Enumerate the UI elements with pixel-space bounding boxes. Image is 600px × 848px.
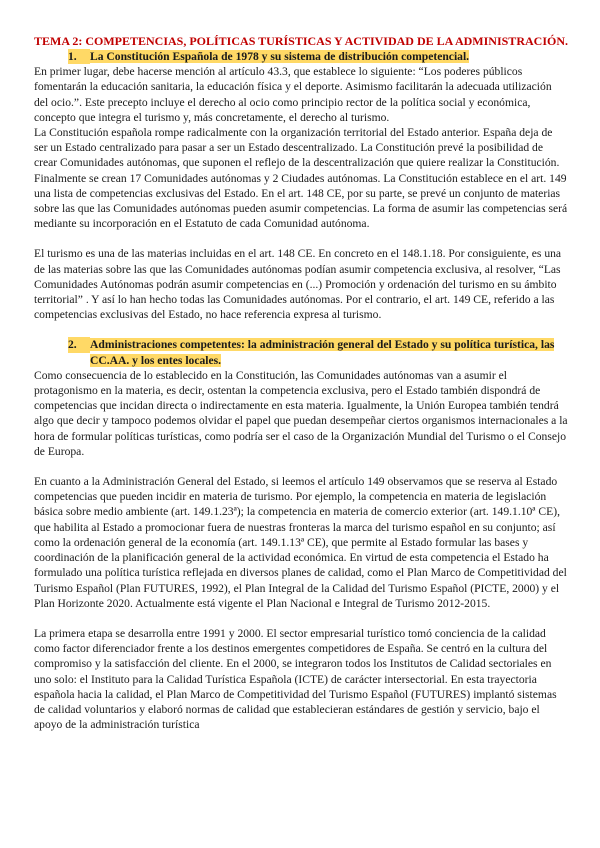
section-2-heading xyxy=(68,337,568,367)
section-1-paragraph-2: La Constitución española rompe radicalmente con la organización territorial del Estado anterior. España deja de ser un Estado centralizado para pasar a ser un Estado descentralizado. La Constitución prevé la posibilidad de crear Comunidades autónomas, que suponen el reflejo de la descentralización que quiere realizar la Constitución. Finalmente se crean 17 Comunidades autónomas y 2 Ciudades autónomas. La Constitución establece en el art. 149 una lista de competencias exclusivas del Estado. En el art. 148 CE, por su parte, se prevé un conjunto de materias sobre las que las Comunidades autónomas pueden asumir competencias. La forma de asumir las competencias será mediante su incorporación en el Estatuto de cada Comunidad autónoma. xyxy=(34,126,568,231)
section-1-heading xyxy=(68,49,568,64)
document-title: TEMA 2: COMPETENCIAS, POLÍTICAS TURÍSTICAS Y ACTIVIDAD DE LA ADMINISTRACIÓN. xyxy=(34,34,568,48)
section-1-paragraph-3: El turismo es una de las materias incluidas en el art. 148 CE. En concreto en el 148.1.18. Por consiguiente, es una de las materias sobre las que las Comunidades autónomas podían asumir competencia exclusiva, al resolver, “Las Comunidades Autónomas podrán asumir competencias en (...) Promoción y ordenación del turismo en su ámbito territorial” . Y así lo han hecho todas las Comunidades autónomas. Por el contrario, el art. 149 CE, referido a las competencias exclusivas del Estado, no hace referencia expresa al turismo. xyxy=(34,247,562,322)
section-1-heading-text: La Constitución Española de 1978 y su sistema de distribución competencial. xyxy=(90,50,470,63)
paragraph-spacer xyxy=(34,611,568,626)
section-2-paragraph-2: En cuanto a la Administración General del Estado, si leemos el artículo 149 observamos que se reserva al Estado competencias que pueden incidir en materia de turismo. Por ejemplo, la competencia en materia de legislación básica sobre medio ambiente (art. 149.1.23ª); la competencia en materia de comercio exterior (art. 149.1.10ª CE), que habilita al Estado a promocionar fuera de nuestras fronteras la marca del turismo español en su conjunto; así como la ordenación general de la economía (art. 149.1.13ª CE), que permite al Estado formular las bases y coordinación de la planificación general de la actividad económica. En virtud de esta competencia el Estado ha formulado una política turística reflejada en diversos planes de calidad, como el Plan Marco de Competitividad del Turismo Español (Plan FUTURES, 1992), el Plan Integral de la Calidad del Turismo Español (PICTE, 2000) y el Plan Horizonte 2020. Actualmente está vigente el Plan Nacional e Integral de Turismo 2012-2015. xyxy=(34,475,567,610)
section-2-heading-text: Administraciones competentes: la administración general del Estado y su política turística, las CC.AA. y los entes locales. xyxy=(90,338,555,367)
paragraph-spacer xyxy=(34,459,568,474)
document-page xyxy=(34,34,568,732)
section-2-paragraph-1: Como consecuencia de lo establecido en la Constitución, las Comunidades autónomas van a asumir el protagonismo en la materia, es decir, ostentan la competencia exclusiva, pero el Estado también dispondrá de competencias que incidan directa o indirectamente en esta materia. Igualmente, la Unión Europea también tendrá algo que decir y tampoco podemos olvidar el papel que puedan desempeñar ciertos organismos internacionales a la hora de formular políticas turísticas, como podría ser el caso de la Organización Mundial del Turismo o el Consejo de Europa. xyxy=(34,368,568,458)
paragraph-spacer xyxy=(34,231,568,246)
section-2-heading-wrap xyxy=(34,337,568,367)
section-1-number: 1. xyxy=(68,49,90,64)
section-1-heading-wrap xyxy=(34,49,568,64)
paragraph-spacer xyxy=(34,322,568,337)
section-2-paragraph-3: La primera etapa se desarrolla entre 1991 y 2000. El sector empresarial turístico tomó conciencia de la calidad como factor diferenciador frente a los destinos emergentes competidores de España. Se centró en la cultura del compromiso y la satisfacción del cliente. En el 2000, se integraron todos los Institutos de Calidad sectoriales en uno solo: el Instituto para la Calidad Turística Española (ICTE) de carácter intersectorial. En esta trayectoria española hacia la calidad, el Plan Marco de Competitividad del Turismo Español (FUTURES) implantó sistemas de calidad voluntarios y elaboró normas de calidad que establecieran estándares de gestión y servicio, bajo el apoyo de la administración turística xyxy=(34,626,557,732)
section-1-paragraph-1: En primer lugar, debe hacerse mención al artículo 43.3, que establece lo siguiente: “Los poderes públicos fomentarán la educación sanitaria, la educación física y el deporte. Asimismo facilitarán la adecuada utilización del ocio.”. Este precepto incluye el derecho al ocio como principio rector de la política social y económica, concepto que integra el turismo y, más concretamente, el derecho al turismo. xyxy=(34,65,552,124)
section-2-number: 2. xyxy=(68,337,90,352)
